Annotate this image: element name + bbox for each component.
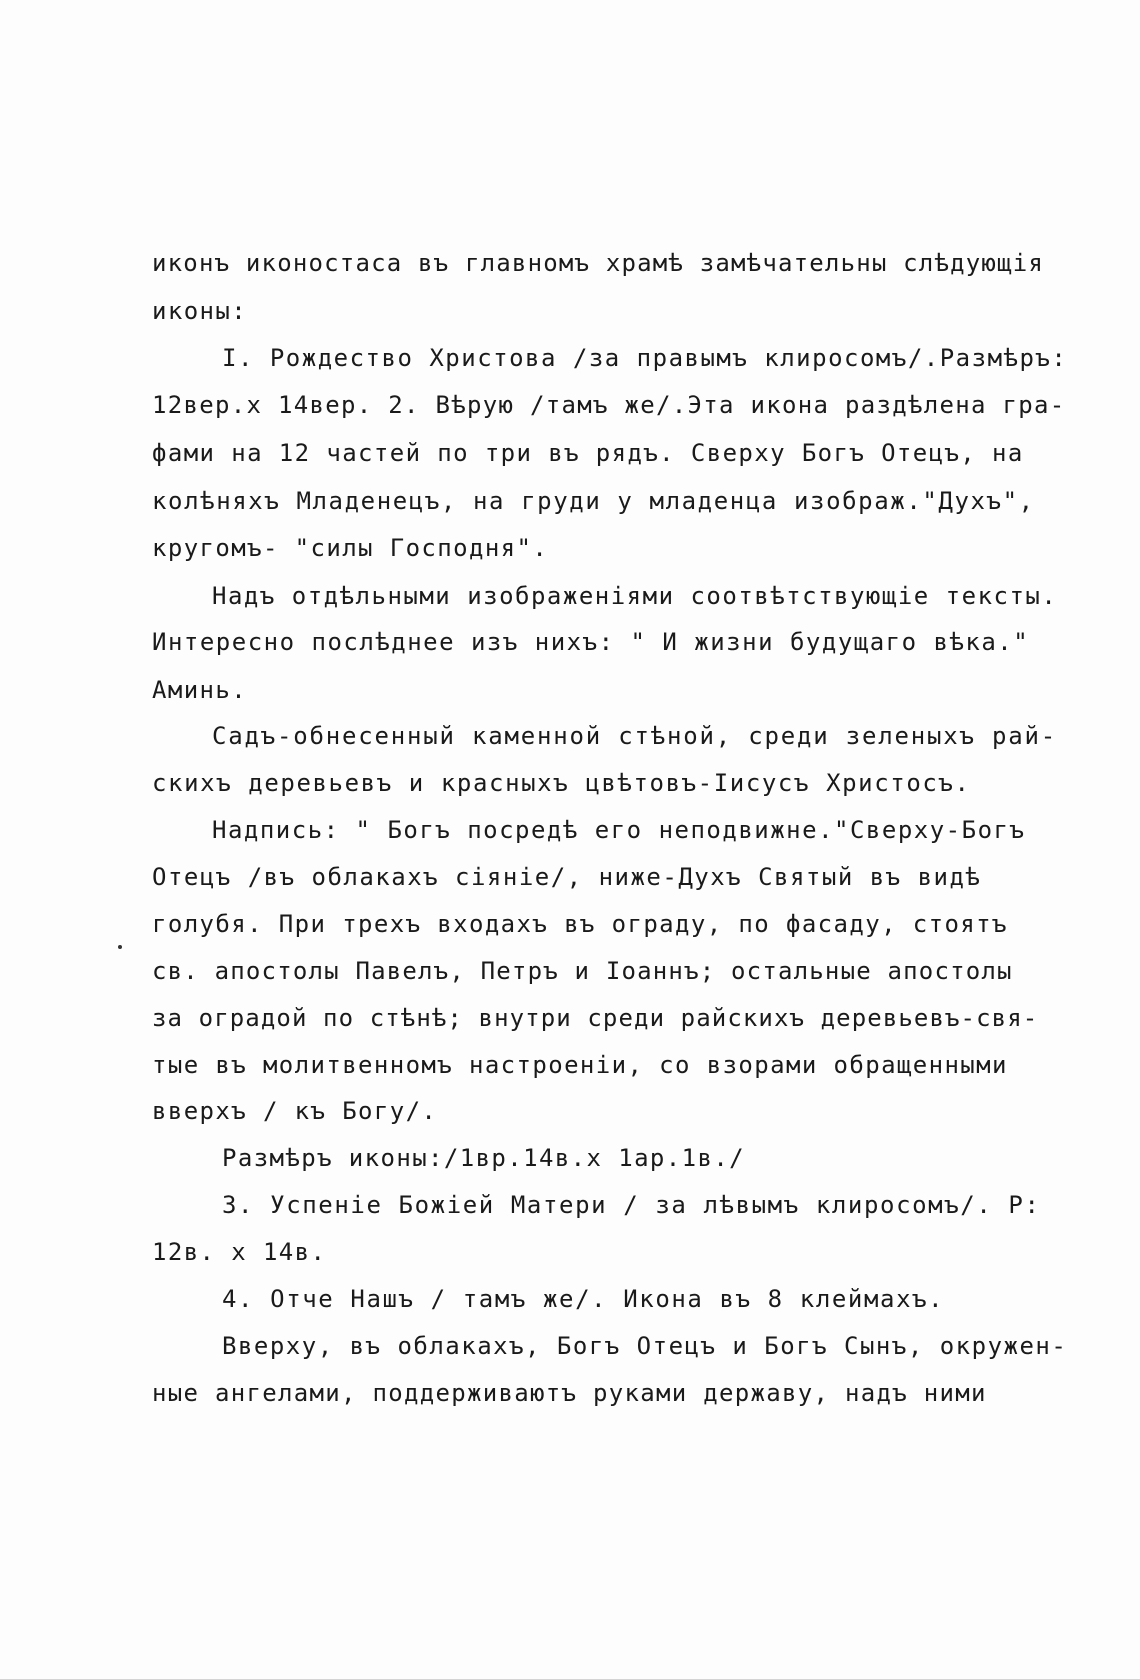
text-line-1: иконъ иконостаса въ главномъ храмѣ замѣчательны слѣдующія (152, 249, 1045, 277)
margin-mark (118, 945, 122, 949)
text-line-13: Надпись: " Богъ посредѣ его неподвижне."Сверху-Богъ (212, 816, 1026, 844)
text-line-4: 12вер.х 14вер. 2. Вѣрую /тамъ же/.Эта икона раздѣлена гра- (152, 391, 1066, 419)
text-line-21: 3. Успеніе Божіей Матери / за лѣвымъ клиросомъ/. Р: (222, 1191, 1041, 1219)
text-line-16: св. апостолы Павелъ, Петръ и Іоаннъ; остальные апостолы (152, 957, 1013, 985)
text-line-14: Отецъ /въ облакахъ сіяніе/, ниже-Духъ Святый въ видѣ (152, 863, 982, 891)
text-line-6: колѣняхъ Младенецъ, на груди у младенца изображ."Духъ", (152, 487, 1035, 515)
text-line-22: 12в. х 14в. (152, 1238, 327, 1266)
text-line-2: иконы: (152, 297, 248, 325)
text-line-19: вверхъ / къ Богу/. (152, 1097, 438, 1125)
text-line-9: Интересно послѣднее изъ нихъ: " И жизни будущаго вѣка." (152, 628, 1030, 656)
text-line-5: фами на 12 частей по три въ рядъ. Сверху Богъ Отецъ, на (152, 439, 1024, 467)
text-line-24: Вверху, въ облакахъ, Богъ Отецъ и Богъ Сынъ, окружен- (222, 1332, 1068, 1360)
text-line-20: Размѣръ иконы:/1вр.14в.х 1ар.1в./ (222, 1144, 746, 1172)
text-line-23: 4. Отче Нашъ / тамъ же/. Икона въ 8 клеймахъ. (222, 1285, 945, 1313)
text-line-25: ные ангелами, поддерживаютъ руками державу, надъ ними (152, 1379, 987, 1407)
text-line-10: Аминь. (152, 676, 248, 704)
text-line-15: голубя. При трехъ входахъ въ ограду, по фасаду, стоятъ (152, 910, 1008, 938)
text-line-12: скихъ деревьевъ и красныхъ цвѣтовъ-Іисусъ Христосъ. (152, 769, 971, 797)
text-line-3: I. Рождество Христова /за правымъ клиросомъ/.Размѣръ: (222, 344, 1068, 372)
text-line-8: Надъ отдѣльными изображеніями соотвѣтствующіе тексты. (212, 582, 1058, 610)
text-line-18: тые въ молитвенномъ настроеніи, со взорами обращенными (152, 1051, 1008, 1079)
text-line-7: кругомъ- "силы Господня". (152, 534, 549, 562)
text-line-17: за оградой по стѣнѣ; внутри среди райскихъ деревьевъ-свя- (152, 1004, 1039, 1032)
text-line-11: Садъ-обнесенный каменной стѣной, среди зеленыхъ рай- (212, 722, 1057, 750)
